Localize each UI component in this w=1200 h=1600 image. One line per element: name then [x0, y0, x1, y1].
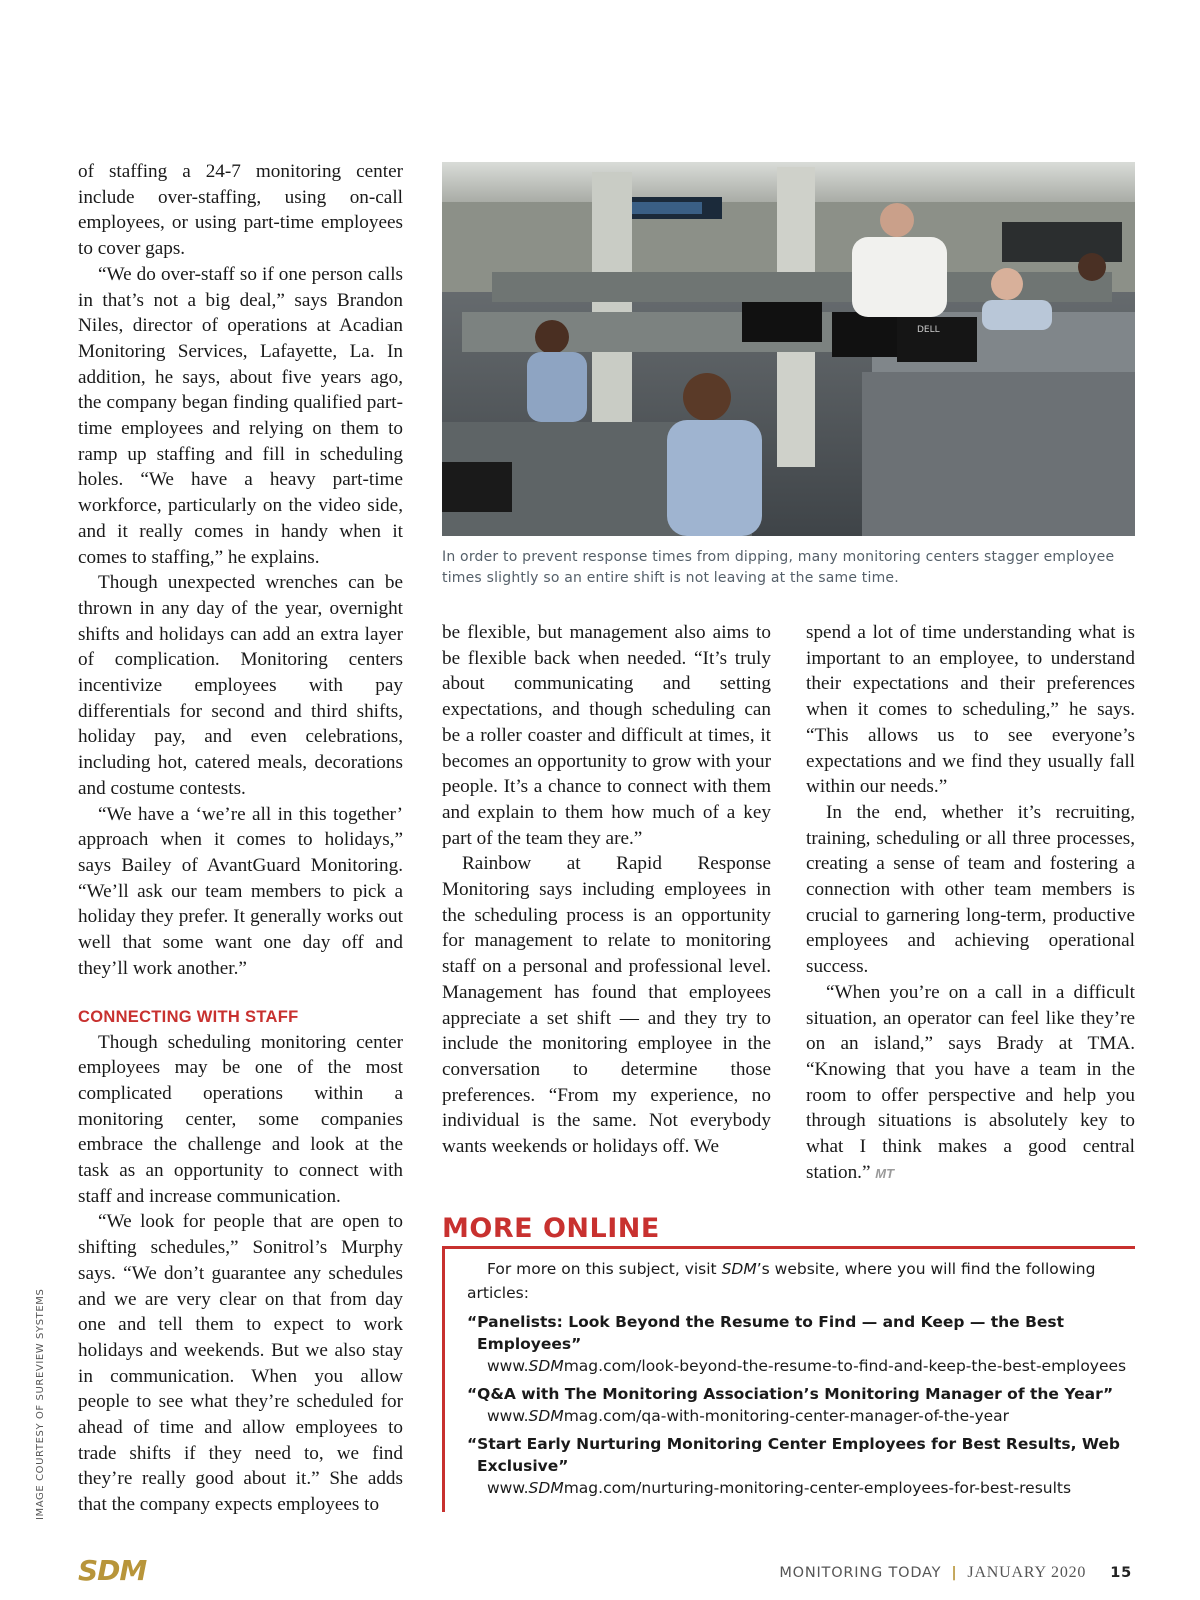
monitoring-center-photo: [442, 162, 1135, 536]
intro-brand: SDM: [721, 1260, 757, 1278]
url-part: www.: [487, 1479, 529, 1497]
more-online-intro: [467, 1257, 1135, 1305]
article-url[interactable]: [467, 1477, 1135, 1499]
paragraph: [806, 980, 1135, 1187]
url-part: mag.com/nurturing-monitoring-center-employees-for-best-results: [563, 1479, 1072, 1497]
article-column-3: [806, 620, 1135, 1186]
url-part: mag.com/qa-with-monitoring-center-manager-of-the-year: [563, 1407, 1010, 1425]
article-column-1: [78, 159, 403, 1518]
url-brand: SDM: [528, 1357, 564, 1375]
footer-section: MONITORING TODAY: [779, 1565, 942, 1581]
sdm-logo: SDM: [78, 1554, 147, 1587]
photo-caption: In order to prevent response times from dipping, many monitoring centers stagger employee times slightly so an entire shift is not leaving at the same time.: [442, 549, 1115, 586]
paragraph: Though unexpected wrenches can be thrown in any day of the year, overnight shifts and holidays can add an extra layer of complication. Monitoring centers incentivize employees with pay differentials for second and third shifts, holiday pay, and even celebrations, including hot, catered meals, decorations and costume contests.: [78, 572, 403, 799]
end-mark: MT: [875, 1165, 895, 1181]
image-credit: IMAGE COURTESY OF SUREVIEW SYSTEMS: [35, 1288, 46, 1520]
article-column-2: [442, 620, 771, 1160]
photo-illustration: [442, 162, 1135, 536]
section-subhead: CONNECTING WITH STAFF: [78, 1007, 299, 1026]
url-brand: SDM: [528, 1407, 564, 1425]
url-brand: SDM: [528, 1479, 564, 1497]
paragraph: “We do over-staff so if one person calls in that’s not a big deal,” says Brandon Niles, director of operations at Acadian Monitoring Services, Lafayette, La. In addition, he says, about five years ago, the company began finding qualified part-time employees and relying on them to ramp up staffing and fill in scheduling holes. “We have a heavy part-time workforce, particularly on the video side, and it really comes in handy when it comes to staffing,” he explains.: [78, 263, 403, 568]
more-online-content: [442, 1246, 1135, 1512]
paragraph: “We have a ‘we’re all in this together’ approach when it comes to holidays,” says Bailey of AvantGuard Monitoring. “We’ll ask our team members to pick a holiday they prefer. It generally works out well that some want one day off and they’ll work another.”: [78, 803, 403, 979]
url-part: mag.com/look-beyond-the-resume-to-find-and-keep-the-best-employees: [563, 1357, 1127, 1375]
more-online-title: MORE ONLINE: [442, 1213, 660, 1244]
paragraph: of staffing a 24-7 monitoring center include over-staffing, using on-call employees, or using part-time employees to cover gaps.: [78, 161, 403, 260]
paragraph: In the end, whether it’s recruiting, training, scheduling or all three processes, creating a sense of team and fostering a connection with other team members is crucial to garnering long-term, productive employees and achieving operational success.: [806, 801, 1135, 978]
paragraph: Though scheduling monitoring center employees may be one of the most complicated operations within a monitoring center, some companies embrace the challenge and look at the task as an opportunity to connect with staff and increase communication.: [78, 1031, 403, 1207]
article-link-title[interactable]: “Q&A with The Monitoring Association’s Monitoring Manager of the Year”: [467, 1385, 1114, 1403]
article-link-title[interactable]: “Panelists: Look Beyond the Resume to Find — and Keep — the Best Employees”: [467, 1313, 1065, 1353]
article-url[interactable]: [467, 1355, 1135, 1377]
paragraph-text: “When you’re on a call in a difficult situation, an operator can feel like they’re on an island,” says Brady at TMA. “Knowing that you have a team in the room to offer perspective and help you through situations is absolutely key to what I think makes a good central station.”: [806, 981, 1135, 1183]
article-link-title[interactable]: “Start Early Nurturing Monitoring Center Employees for Best Results, Web Exclusive”: [467, 1435, 1121, 1475]
footer-date: JANUARY 2020: [967, 1564, 1087, 1581]
paragraph: Rainbow at Rapid Response Monitoring says including employees in the scheduling process is an opportunity for management to relate to monitoring staff on a personal and professional level. Management has found that employees appreciate a set shift — and they try to include the monitoring employee in the conversation to determine those preferences. “From my experience, no individual is the same. Not everybody wants weekends or holidays off. We: [442, 853, 771, 1158]
more-online-box: [442, 1212, 1135, 1512]
url-part: www.: [487, 1407, 529, 1425]
article-url[interactable]: [467, 1405, 1135, 1427]
url-part: www.: [487, 1357, 529, 1375]
paragraph: be flexible, but management also aims to be flexible back when needed. “It’s truly about communicating and setting expectations, and though scheduling can be a roller coaster and difficult at times, it becomes an opportunity to grow with your people. It’s a chance to connect with them and explain to them how much of a key part of the team they are.”: [442, 622, 771, 849]
footer-separator: |: [951, 1565, 958, 1581]
paragraph: “We look for people that are open to shifting schedules,” Sonitrol’s Murphy says. “We don’t guarantee any schedules and we are very clear on that from day one and tell them to expect to work holidays and weekends. But we also stay in communication. When you allow people to see what they’re scheduled for ahead of time and allow employees to trade shifts if they need to, we find they’re really good about it.” She adds that the company expects employees to: [78, 1211, 403, 1516]
page-number: 15: [1110, 1565, 1132, 1581]
intro-text: For more on this subject, visit: [487, 1260, 722, 1278]
paragraph: spend a lot of time understanding what is important to an employee, to understand their expectations and their preferences when it comes to scheduling,” he says. “This allows us to see everyone’s expectations and we find they usually fall within our needs.”: [806, 622, 1135, 798]
intro-text: ’s website, where you will find the following articles:: [467, 1260, 1096, 1302]
monitor-brand-label: DELL: [917, 325, 940, 335]
page-footer: [779, 1564, 1132, 1582]
